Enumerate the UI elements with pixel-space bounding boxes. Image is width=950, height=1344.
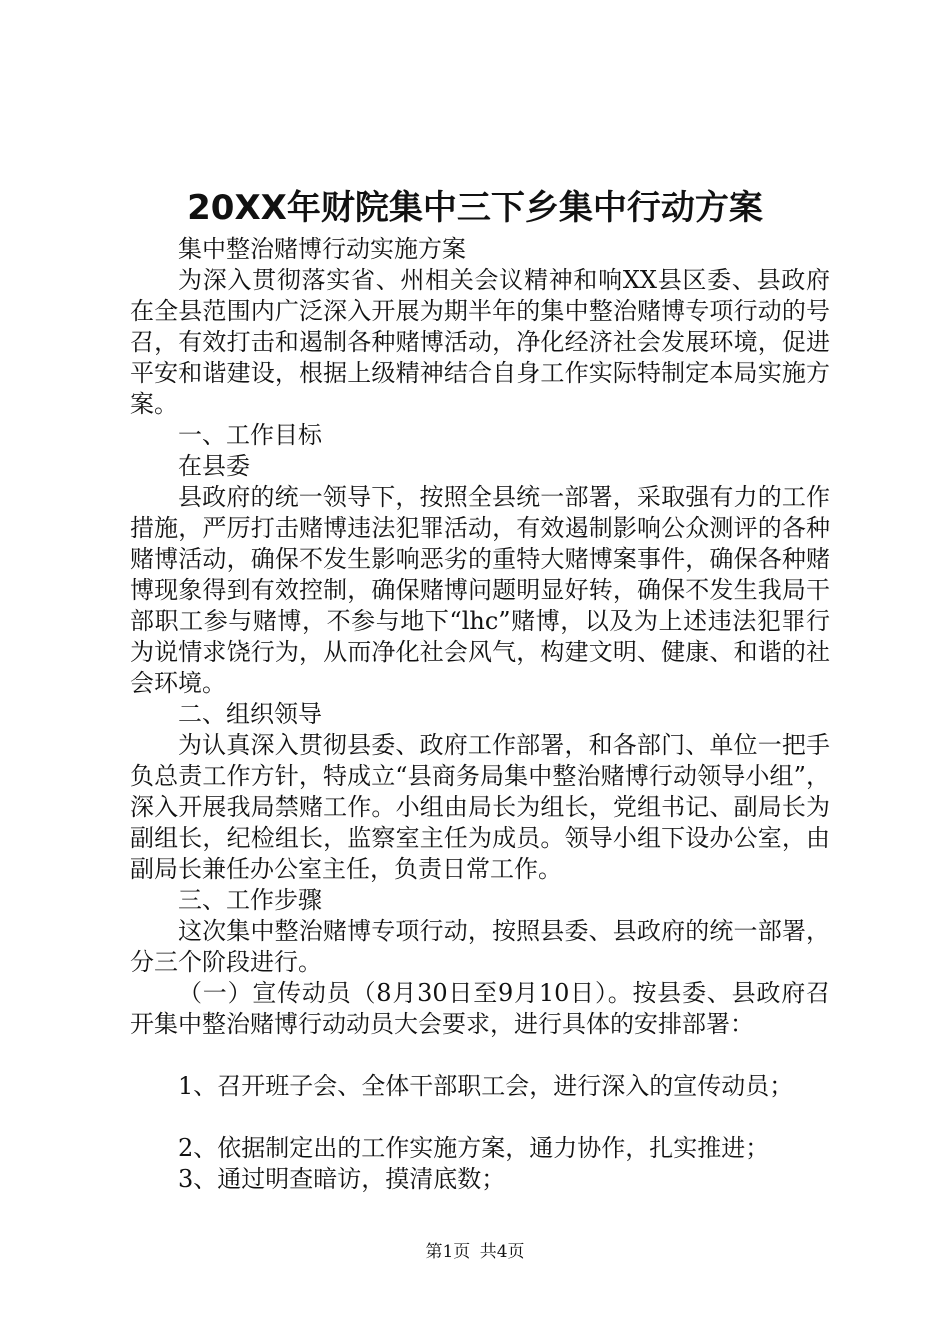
page-number: 第1页 (425, 1242, 471, 1262)
spacer (130, 1102, 830, 1133)
section-subtitle: 集中整治赌博行动实施方案 (178, 235, 466, 263)
paragraph-fragment: 在县委 (178, 452, 250, 480)
heading-steps: 三、工作步骤 (178, 886, 322, 914)
paragraph-goal: 县政府的统一领导下，按照全县统一部署，采取强有力的工作措施，严厉打击赌博违法犯罪活动，有效遏制影响公众测评的各种赌博活动，确保不发生影响恶劣的重特大赌博案事件，确保各种赌博现象得到有效控制，确保赌博问题明显好转，确保不发生我局干部职工参与赌博，不参与地下“lhc”赌博，以及为上述违法犯罪行为说情求饶行为，从而净化社会风气，构建文明、健康、和谐的社会环境。 (130, 483, 830, 697)
heading-work-goal: 一、工作目标 (178, 421, 322, 449)
list-item: 3、通过明查暗访，摸清底数； (178, 1165, 506, 1193)
document-title: 20XX年财院集中三下乡集中行动方案 (187, 188, 763, 228)
page-footer (0, 1240, 950, 1264)
heading-organization: 二、组织领导 (178, 700, 322, 728)
list-item: 2、依据制定出的工作实施方案，通力协作，扎实推进； (178, 1134, 770, 1162)
paragraph-intro: 为深入贯彻落实省、州相关会议精神和响XX县区委、县政府在全县范围内广泛深入开展为期半年的集中整治赌博专项行动的号召，有效打击和遏制各种赌博活动，净化经济社会发展环境，促进平安和谐建设，根据上级精神结合自身工作实际特制定本局实施方案。 (130, 266, 830, 418)
document-body (130, 234, 830, 1195)
list-item: 1、召开班子会、全体干部职工会，进行深入的宣传动员； (178, 1072, 794, 1100)
paragraph-steps: 这次集中整治赌博专项行动，按照县委、县政府的统一部署，分三个阶段进行。 (130, 917, 830, 976)
page-total: 共4页 (479, 1242, 525, 1262)
paragraph-phase-one: （一）宣传动员（8月30日至9月10日）。按县委、县政府召开集中整治赌博行动动员大会要求，进行具体的安排部署： (130, 979, 830, 1038)
paragraph-organization: 为认真深入贯彻县委、政府工作部署，和各部门、单位一把手负总责工作方针，特成立“县商务局集中整治赌博行动领导小组”，深入开展我局禁赌工作。小组由局长为组长，党组书记、副局长为副组长，纪检组长，监察室主任为成员。领导小组下设办公室，由副局长兼任办公室主任，负责日常工作。 (130, 731, 830, 883)
spacer (130, 1040, 830, 1071)
